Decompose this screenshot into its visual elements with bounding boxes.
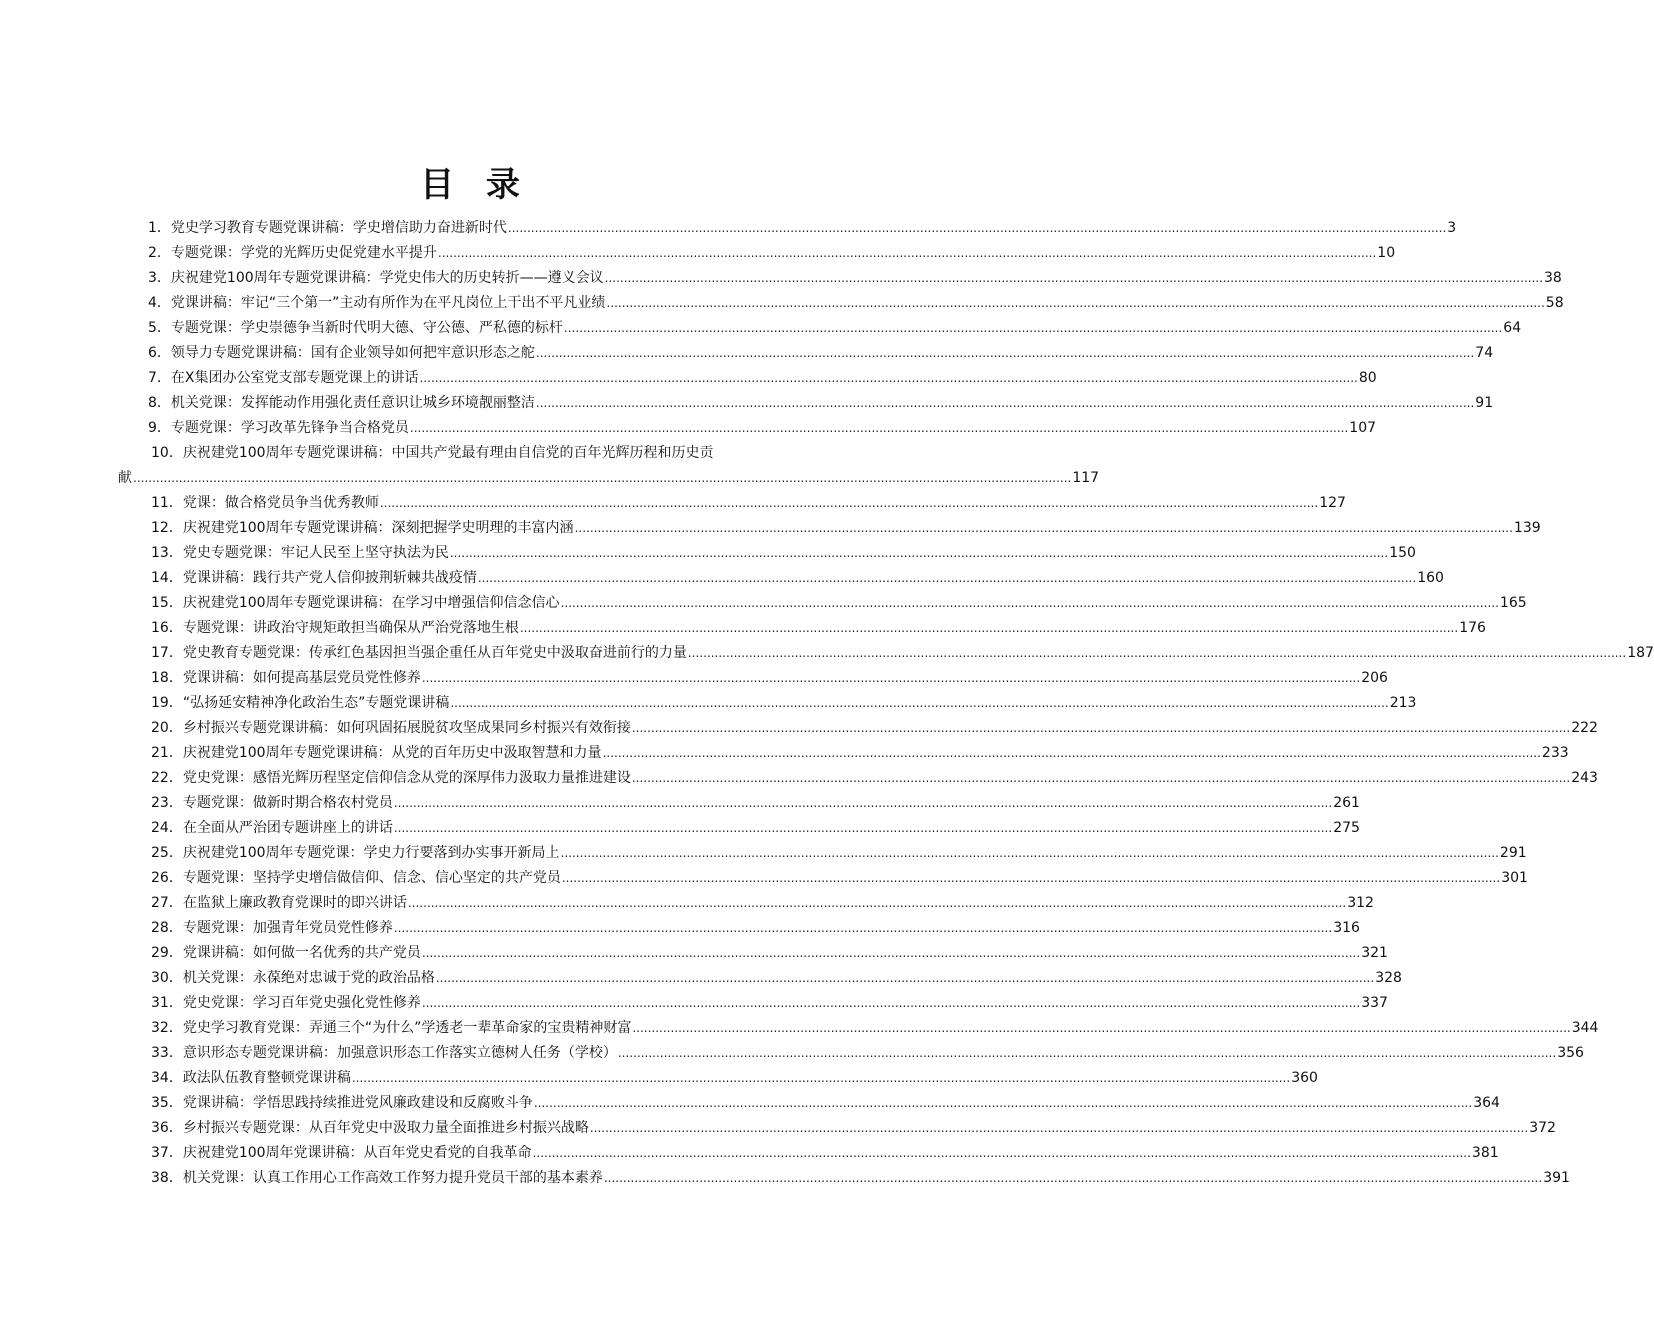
toc-entry-title: 党史党课：学习百年党史强化党性修养	[182, 995, 421, 1011]
toc-entry-number: 28．	[151, 920, 183, 936]
toc-leader-dots	[618, 1043, 1556, 1063]
toc-entry-number: 5．	[148, 320, 171, 336]
toc-leader-dots	[478, 568, 1416, 588]
toc-entry-page: 206	[1361, 670, 1388, 686]
toc-entry[interactable]	[0, 238, 1396, 263]
toc-entry-page: 360	[1291, 1070, 1318, 1086]
toc-entry-line-continued	[118, 463, 1100, 488]
toc-leader-dots	[632, 1018, 1570, 1038]
toc-leader-dots	[422, 668, 1360, 688]
toc-leader-dots	[394, 818, 1332, 838]
toc-entry-number: 35．	[151, 1095, 183, 1111]
toc-entry-title: 乡村振兴专题党课讲稿：如何巩固拓展脱贫攻坚成果同乡村振兴有效衔接	[182, 720, 631, 736]
toc-entry-page: 150	[1389, 545, 1416, 561]
toc-entry-line	[151, 1088, 1500, 1113]
toc-entry-title: 机关党课：认真工作用心工作高效工作努力提升党员干部的基本素养	[182, 1170, 603, 1186]
toc-leader-dots	[438, 243, 1376, 263]
toc-entry[interactable]	[0, 863, 1528, 888]
toc-leader-dots	[450, 693, 1388, 713]
toc-entry-line	[151, 988, 1388, 1013]
toc-entry-line	[151, 863, 1528, 888]
toc-entry-title: 领导力专题党课讲稿：国有企业领导如何把牢意识形态之舵	[170, 345, 535, 361]
toc-leader-dots	[422, 993, 1360, 1013]
toc-entry[interactable]	[0, 363, 1377, 388]
toc-leader-dots	[520, 618, 1458, 638]
toc-leader-dots	[422, 943, 1360, 963]
toc-leader-dots	[450, 543, 1388, 563]
toc-entry-page: 321	[1361, 945, 1388, 961]
toc-entry-page: 372	[1529, 1120, 1556, 1136]
toc-leader-dots	[508, 218, 1446, 238]
toc-entry-page: 275	[1333, 820, 1360, 836]
toc-entry-line	[148, 263, 1562, 288]
toc-entry-line	[151, 1113, 1556, 1138]
toc-entry-number: 4．	[148, 295, 171, 311]
toc-leader-dots	[408, 893, 1346, 913]
toc-leader-dots	[575, 518, 1513, 538]
toc-entry-page: 356	[1557, 1045, 1584, 1061]
toc-entry-number: 31．	[151, 995, 183, 1011]
toc-entry-line	[151, 513, 1541, 538]
toc-entry-line	[151, 663, 1388, 688]
toc-entry-number: 34．	[151, 1070, 183, 1086]
toc-entry-page: 117	[1072, 470, 1100, 486]
toc-entry-title: 党史党课：感悟光辉历程坚定信仰信念从党的深厚伟力汲取力量推进建设	[182, 770, 631, 786]
toc-entry-line	[151, 1163, 1570, 1188]
toc-entry-title: 专题党课：学党的光辉历史促党建水平提升	[170, 245, 437, 261]
toc-entry-line	[151, 738, 1569, 763]
toc-entry[interactable]	[0, 788, 1360, 813]
toc-entry-number: 25．	[151, 845, 183, 861]
toc-entry-number: 12．	[151, 520, 183, 536]
toc-entry[interactable]	[0, 588, 1527, 613]
toc-leader-dots	[564, 318, 1502, 338]
toc-entry-page: 328	[1375, 970, 1402, 986]
toc-entry-number: 6．	[148, 345, 171, 361]
toc-entry-title: 党课：做合格党员争当优秀教师	[182, 495, 379, 511]
toc-leader-dots	[394, 793, 1332, 813]
toc-entry-number: 33．	[151, 1045, 183, 1061]
toc-leader-dots	[534, 1093, 1472, 1113]
toc-entry[interactable]	[0, 263, 1562, 288]
toc-leader-dots	[420, 368, 1358, 388]
toc-entry[interactable]	[0, 1088, 1500, 1113]
toc-entry-number: 23．	[151, 795, 183, 811]
toc-entry-title: 党课讲稿：如何做一名优秀的共产党员	[182, 945, 421, 961]
toc-entry-number: 1．	[148, 220, 171, 236]
toc-entry-line	[148, 338, 1494, 363]
toc-entry-title: 党课讲稿：践行共产党人信仰披荆斩棘共战疫情	[182, 570, 477, 586]
toc-entry-page: 127	[1319, 495, 1346, 511]
toc-entry-line	[148, 213, 1457, 238]
toc-entry-line	[151, 763, 1598, 788]
toc-entry[interactable]	[0, 213, 1457, 238]
toc-entry-title: 庆祝建党100周年专题党课讲稿：从党的百年历史中汲取智慧和力量	[182, 745, 602, 761]
toc-entry-title: 机关党课：永葆绝对忠诚于党的政治品格	[182, 970, 435, 986]
toc-entry-number: 16．	[151, 620, 183, 636]
toc-entry-page: 176	[1459, 620, 1486, 636]
toc-entry-number: 22．	[151, 770, 183, 786]
toc-entry-title: 意识形态专题党课讲稿：加强意识形态工作落实立德树人任务（学校）	[182, 1045, 617, 1061]
toc-leader-dots	[603, 743, 1541, 763]
toc-entry[interactable]	[0, 413, 1377, 438]
toc-entry-number: 38．	[151, 1170, 183, 1186]
toc-entry-page: 10	[1377, 245, 1396, 261]
toc-entry[interactable]	[0, 813, 1360, 838]
toc-entry-line	[151, 538, 1416, 563]
toc-entry-title: 党史学习教育党课：弄通三个“为什么”学透老一辈革命家的宝贵精神财富	[182, 1020, 632, 1036]
toc-entry[interactable]	[0, 1163, 1570, 1188]
toc-entry-page: 243	[1571, 770, 1598, 786]
toc-entry-number: 15．	[151, 595, 183, 611]
toc-entry-page: 64	[1503, 320, 1522, 336]
toc-leader-dots	[561, 843, 1499, 863]
toc-entry-line	[151, 713, 1598, 738]
toc-leader-dots	[688, 643, 1626, 663]
toc-entry-number: 13．	[151, 545, 183, 561]
toc-entry[interactable]	[0, 963, 1402, 988]
toc-entry-line	[151, 788, 1360, 813]
toc-entry-title: 党课讲稿：如何提高基层党员党性修养	[182, 670, 421, 686]
toc-entry-title-continued: 献	[118, 470, 132, 486]
toc-entry[interactable]	[0, 288, 1564, 313]
toc-entry-page: 187	[1627, 645, 1654, 661]
toc-entry-title: 党史教育专题党课：传承红色基因担当强企重任从百年党史中汲取奋进前行的力量	[182, 645, 687, 661]
toc-entry[interactable]	[0, 763, 1598, 788]
toc-entry-line	[148, 238, 1396, 263]
toc-entry-number: 27．	[151, 895, 183, 911]
toc-leader-dots	[632, 718, 1570, 738]
toc-leader-dots	[380, 493, 1318, 513]
toc-leader-dots	[590, 1118, 1528, 1138]
toc-leader-dots	[605, 268, 1543, 288]
toc-entry-line	[151, 938, 1388, 963]
toc-entry-line	[151, 913, 1360, 938]
page-title: 目 录	[420, 165, 530, 205]
toc-entry[interactable]	[0, 613, 1486, 638]
toc-entry-page: 165	[1499, 595, 1527, 611]
toc-entry[interactable]	[0, 988, 1388, 1013]
toc-leader-dots	[604, 1168, 1542, 1188]
toc-entry-number: 29．	[151, 945, 183, 961]
toc-entry[interactable]	[0, 888, 1374, 913]
toc-entry-page: 38	[1544, 270, 1562, 286]
toc-entry-page: 222	[1571, 720, 1598, 736]
toc-entry-line	[151, 563, 1444, 588]
toc-entry-line	[151, 638, 1654, 663]
toc-entry-line	[148, 413, 1377, 438]
toc-entry-page: 312	[1347, 895, 1374, 911]
toc-entry-page: 80	[1358, 370, 1377, 386]
toc-entry-page: 3	[1447, 220, 1457, 236]
toc-entry-title: “弘扬延安精神净化政治生态”专题党课讲稿	[182, 695, 450, 711]
toc-entry[interactable]	[0, 1038, 1584, 1063]
toc-entry-page: 139	[1513, 520, 1541, 536]
toc-entry-line	[151, 613, 1486, 638]
toc-entry[interactable]	[0, 713, 1598, 738]
toc-entry-title: 党史学习教育专题党课讲稿：学史增信助力奋进新时代	[170, 220, 507, 236]
toc-leader-dots	[410, 418, 1348, 438]
toc-entry[interactable]	[0, 738, 1569, 763]
toc-entry-page: 233	[1541, 745, 1569, 761]
toc-entry-number: 2．	[148, 245, 171, 261]
toc-entry[interactable]	[0, 563, 1444, 588]
toc-leader-dots	[394, 918, 1332, 938]
toc-entry[interactable]	[0, 538, 1416, 563]
toc-entry-number: 10．	[151, 445, 183, 461]
toc-entry-line	[151, 888, 1374, 913]
toc-entry-number: 14．	[151, 570, 183, 586]
toc-entry-page: 316	[1333, 920, 1360, 936]
toc-entry[interactable]	[0, 638, 1654, 663]
toc-entry-line	[151, 588, 1527, 613]
toc-entry-number: 21．	[151, 745, 183, 761]
toc-entry-page: 58	[1545, 295, 1564, 311]
toc-entry-title: 专题党课：讲政治守规矩敢担当确保从严治党落地生根	[182, 620, 519, 636]
toc-entry[interactable]	[0, 838, 1527, 863]
toc-entry-title: 专题党课：加强青年党员党性修养	[182, 920, 393, 936]
toc-entry-title: 在监狱上廉政教育党课时的即兴讲话	[182, 895, 407, 911]
toc-entry[interactable]	[0, 688, 1417, 713]
toc-entry-title: 机关党课：发挥能动作用强化责任意识让城乡环境靓丽整洁	[170, 395, 535, 411]
toc-leader-dots	[533, 1143, 1471, 1163]
toc-leader-dots	[561, 593, 1499, 613]
toc-entry-page: 391	[1543, 1170, 1570, 1186]
toc-entry-page: 91	[1475, 395, 1494, 411]
toc-entry-title: 在全面从严治团专题讲座上的讲话	[182, 820, 393, 836]
toc-entry-number: 26．	[151, 870, 183, 886]
toc-entry-line	[151, 488, 1346, 513]
toc-leader-dots	[606, 293, 1544, 313]
toc-entry[interactable]	[0, 513, 1541, 538]
toc-entry[interactable]	[0, 938, 1388, 963]
toc-entry[interactable]	[0, 913, 1360, 938]
toc-entry-page: 291	[1499, 845, 1527, 861]
toc-entry-title: 庆祝建党100周年专题党课：学史力行要落到办实事开新局上	[182, 845, 560, 861]
toc-entry-line	[148, 388, 1494, 413]
toc-entry-line	[151, 838, 1527, 863]
toc-leader-dots	[436, 968, 1374, 988]
toc-entry-number: 24．	[151, 820, 183, 836]
toc-entry-page: 381	[1471, 1145, 1499, 1161]
toc-entry-number: 20．	[151, 720, 183, 736]
toc-leader-dots	[536, 393, 1474, 413]
toc-entry-number: 3．	[148, 270, 171, 286]
toc-entry-title: 庆祝建党100周年专题党课讲稿：学党史伟大的历史转折——遵义会议	[170, 270, 604, 286]
toc-entry-number: 18．	[151, 670, 183, 686]
toc-entry-title: 专题党课：坚持学史增信做信仰、信念、信心坚定的共产党员	[182, 870, 561, 886]
toc-entry-number: 19．	[151, 695, 183, 711]
toc-entry-title: 政法队伍教育整顿党课讲稿	[182, 1070, 351, 1086]
toc-entry[interactable]	[0, 338, 1494, 363]
toc-entry-line	[151, 1038, 1584, 1063]
toc-entry-number: 30．	[151, 970, 183, 986]
toc-entry-number: 32．	[151, 1020, 183, 1036]
toc-leader-dots	[536, 343, 1474, 363]
toc-entry-page: 344	[1571, 1020, 1599, 1036]
toc-entry-title: 党课讲稿：牢记“三个第一”主动有所作为在平凡岗位上干出不平凡业绩	[170, 295, 606, 311]
toc-entry-title: 党史专题党课：牢记人民至上坚守执法为民	[182, 545, 449, 561]
toc-entry-page: 213	[1389, 695, 1417, 711]
toc-entry-title: 党课讲稿：学悟思践持续推进党风廉政建设和反腐败斗争	[182, 1095, 533, 1111]
toc-entry-title: 专题党课：学史崇德争当新时代明大德、守公德、严私德的标杆	[170, 320, 563, 336]
toc-entry-number: 36．	[151, 1120, 183, 1136]
toc-entry-title: 庆祝建党100周年专题党课讲稿：在学习中增强信仰信念信心	[182, 595, 560, 611]
toc-entry-number: 9．	[148, 420, 171, 436]
toc-entry-line	[148, 363, 1377, 388]
toc-entry-line	[148, 288, 1564, 313]
toc-entry-title: 在X集团办公室党支部专题党课上的讲话	[170, 370, 419, 386]
toc-entry-title: 专题党课：学习改革先锋争当合格党员	[170, 420, 409, 436]
toc-entry-page: 337	[1361, 995, 1388, 1011]
toc-entry-page: 74	[1475, 345, 1494, 361]
toc-entry-line	[151, 1138, 1499, 1163]
toc-leader-dots	[562, 868, 1500, 888]
toc-entry-line	[151, 813, 1360, 838]
toc-entry-page: 107	[1349, 420, 1377, 436]
toc-leader-dots	[352, 1068, 1290, 1088]
toc-entry[interactable]	[0, 1013, 1599, 1038]
toc-entry-line	[148, 313, 1522, 338]
toc-entry[interactable]	[0, 438, 1100, 488]
toc-entry-number: 7．	[148, 370, 171, 386]
toc-entry-line	[151, 1013, 1599, 1038]
toc-entry-title: 庆祝建党100周年专题党课讲稿：中国共产党最有理由自信党的百年光辉历程和历史贡	[182, 445, 714, 461]
toc-entry-number: 11．	[151, 495, 183, 511]
toc-entry-line	[151, 1063, 1318, 1088]
toc-entry-page: 301	[1501, 870, 1528, 886]
toc-entry-number: 17．	[151, 645, 183, 661]
toc-entry-title: 庆祝建党100周年党课讲稿：从百年党史看党的自我革命	[182, 1145, 532, 1161]
toc-entry-page: 261	[1333, 795, 1360, 811]
toc-entry[interactable]	[0, 488, 1346, 513]
toc-entry[interactable]	[0, 1138, 1499, 1163]
toc-entry-line	[151, 963, 1402, 988]
toc-entry-title: 庆祝建党100周年专题党课讲稿：深刻把握学史明理的丰富内涵	[182, 520, 574, 536]
toc-leader-dots	[133, 468, 1071, 488]
toc-entry-line	[151, 438, 832, 463]
toc-entry-title: 乡村振兴专题党课：从百年党史中汲取力量全面推进乡村振兴战略	[182, 1120, 589, 1136]
toc-entry-number: 37．	[151, 1145, 183, 1161]
toc-entry[interactable]	[0, 313, 1522, 338]
toc-entry-number: 8．	[148, 395, 171, 411]
toc-entry-title: 专题党课：做新时期合格农村党员	[182, 795, 393, 811]
toc-entry-page: 364	[1473, 1095, 1500, 1111]
toc-entry-line	[151, 688, 1417, 713]
toc-entry[interactable]	[0, 663, 1388, 688]
toc-entry[interactable]	[0, 388, 1494, 413]
toc-entry[interactable]	[0, 1063, 1318, 1088]
toc-entry-page: 160	[1417, 570, 1444, 586]
toc-entry[interactable]	[0, 1113, 1556, 1138]
toc-leader-dots	[632, 768, 1570, 788]
